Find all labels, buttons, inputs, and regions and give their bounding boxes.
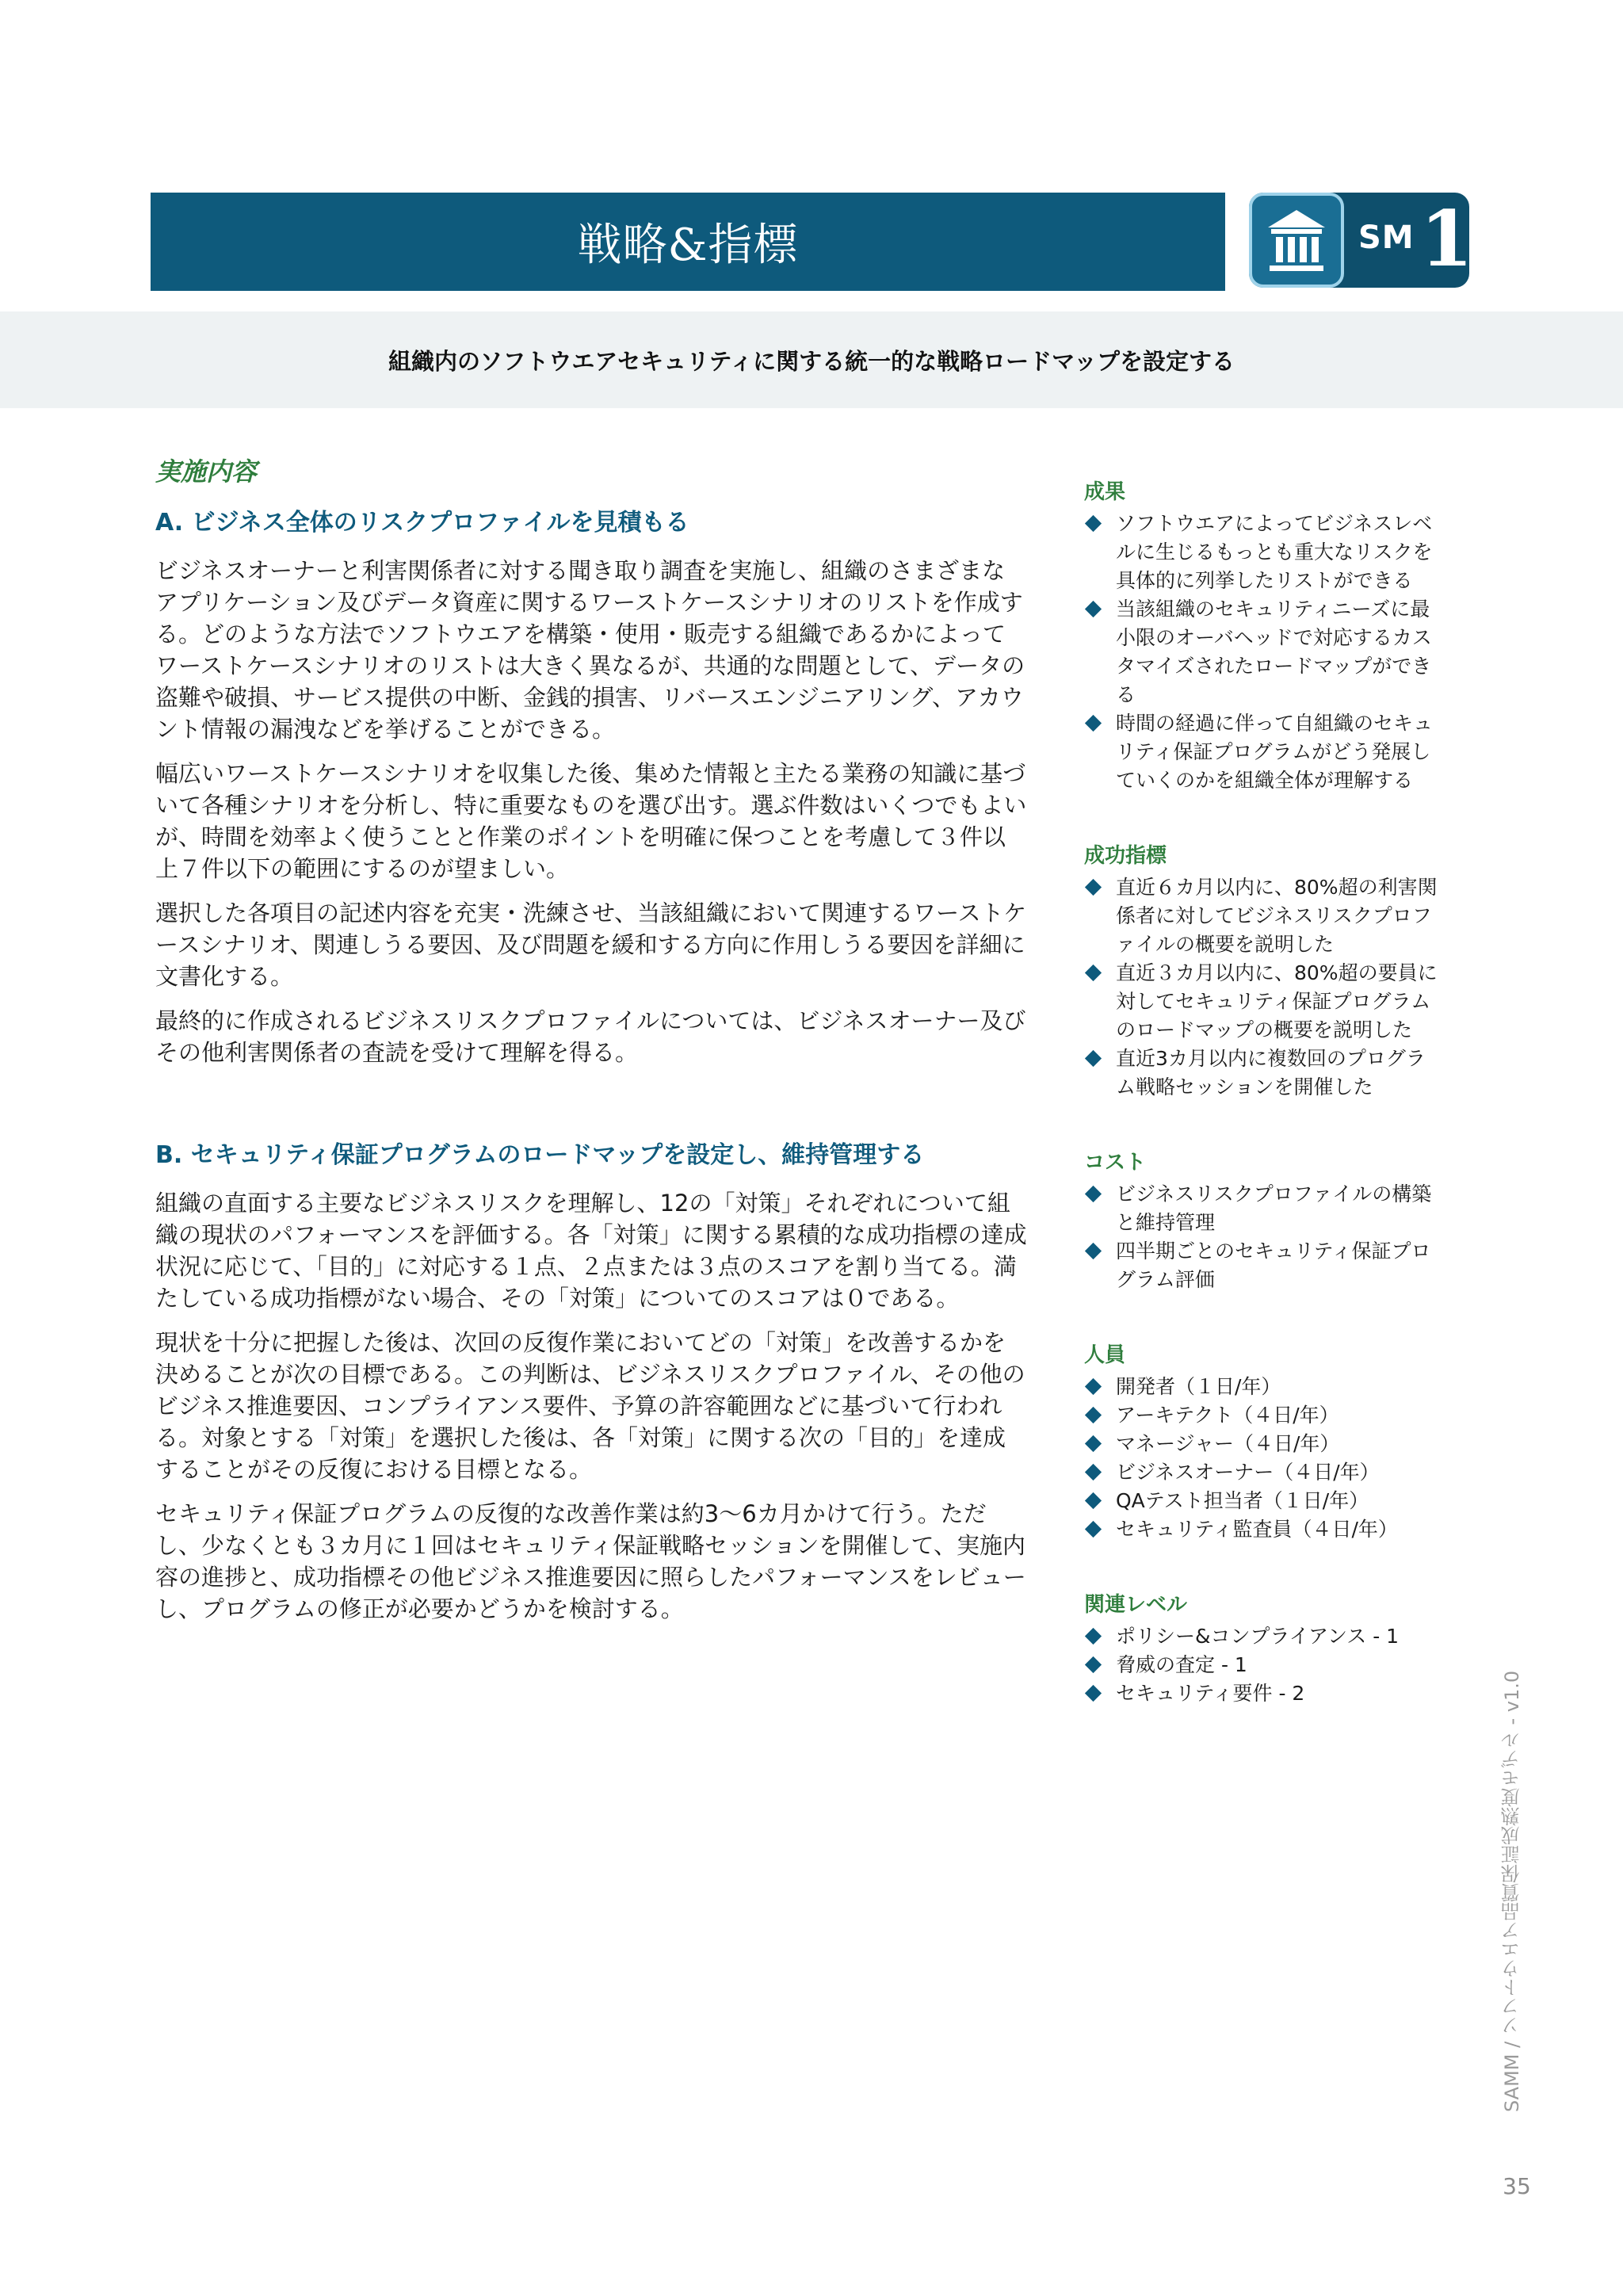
activity-a-paragraph: 最終的に作成されるビジネスリスクプロファイルについては、ビジネスオーナー及びその他利害関係者の査読を受けて理解を得る。 xyxy=(155,1007,1026,1066)
badge-code: SM xyxy=(1358,220,1415,256)
list-item: アーキテクト（４日/年） xyxy=(1084,1401,1441,1430)
diamond-bullet-icon xyxy=(1085,1050,1102,1067)
personnel-section xyxy=(1084,1339,1441,1544)
list-item: ソフトウエアによってビジネスレベルに生じるもっとも重大なリスクを具体的に列挙したリストができる xyxy=(1084,510,1441,595)
activity-b-paragraph: 現状を十分に把握した後は、次回の反復作業においてどの「対策」を改善するかを決めることが次の目標である。この判断は、ビジネスリスクプロファイル、その他のビジネス推進要因、コンプライアンス要件、予算の許容範囲などに基づいて行われる。対象とする「対策」を選択した後は、各「対策」に関する次の「目的」を達成することがその反復における目標となる。 xyxy=(155,1329,1025,1483)
activities-heading: 実施内容 xyxy=(155,457,258,487)
diamond-bullet-icon xyxy=(1085,1656,1102,1673)
list-item: 時間の経過に伴って自組織のセキュリティ保証プログラムがどう発展していくのかを組織全体が理解する xyxy=(1084,709,1441,795)
cost-heading: コスト xyxy=(1084,1151,1147,1175)
results-heading: 成果 xyxy=(1084,480,1126,504)
diamond-bullet-icon xyxy=(1085,1186,1102,1202)
list-item: QAテスト担当者（１日/年） xyxy=(1084,1487,1441,1515)
diamond-bullet-icon xyxy=(1085,1492,1102,1509)
activity-b-heading: B. セキュリティ保証プログラムのロードマップを設定し、維持管理する xyxy=(155,1141,925,1169)
institution-building-icon xyxy=(1249,193,1344,288)
list-item: 当該組織のセキュリティニーズに最小限のオーバヘッドで対応するカスタマイズされたロードマップができる xyxy=(1084,595,1441,709)
diamond-bullet-icon xyxy=(1085,1685,1102,1702)
activity-b-paragraph: 組織の直面する主要なビジネスリスクを理解し、12の「対策」それぞれについて組織の現状のパフォーマンスを評価する。各「対策」に関する累積的な成功指標の達成状況に応じて、「目的」に対応する１点、２点または３点のスコアを割り当てる。満たしている成功指標がない場合、その「対策」についてのスコアは０である。 xyxy=(155,1190,1027,1312)
related-section xyxy=(1084,1588,1441,1708)
list-item: セキュリティ監査員（４日/年） xyxy=(1084,1515,1441,1544)
results-section xyxy=(1084,476,1441,795)
diamond-bullet-icon xyxy=(1085,1243,1102,1259)
list-item: 開発者（１日/年） xyxy=(1084,1373,1441,1401)
page-title: 戦略&指標 xyxy=(577,220,799,271)
activity-a-heading: A. ビジネス全体のリスクプロファイルを見積もる xyxy=(155,509,689,537)
cost-section xyxy=(1084,1146,1441,1294)
activity-b-paragraph: セキュリティ保証プログラムの反復的な改善作業は約3〜6カ月かけて行う。ただし、少なくとも３カ月に１回はセキュリティ保証戦略セッションを開催して、実施内容の進捗と、成功指標その他ビジネス推進要因に照らしたパフォーマンスをレビューし、プログラムの修正が必要かどうかを検討する。 xyxy=(155,1500,1026,1622)
activities-column xyxy=(155,452,1027,1637)
diamond-bullet-icon xyxy=(1085,965,1102,981)
objective-text: 組織内のソフトウエアセキュリティに関する統一的な戦略ロードマップを設定する xyxy=(388,347,1235,375)
list-item: ビジネスリスクプロファイルの構築と維持管理 xyxy=(1084,1180,1441,1237)
diamond-bullet-icon xyxy=(1085,1378,1102,1395)
list-item: マネージャー（４日/年） xyxy=(1084,1430,1441,1458)
list-item: 四半期ごとのセキュリティ保証プログラム評価 xyxy=(1084,1237,1441,1294)
diamond-bullet-icon xyxy=(1085,1407,1102,1423)
activity-a-paragraph: ビジネスオーナーと利害関係者に対する聞き取り調査を実施し、組織のさまざまなアプリケーション及びデータ資産に関するワーストケースシナリオのリストを作成する。どのような方法でソフトウエアを構築・使用・販売する組織であるかによってワーストケースシナリオのリストは大きく異なるが、共通的な問題として、データの盗難や破損、サービス提供の中断、金銭的損害、リバースエンジニアリング、アカウント情報の漏洩などを挙げることができる。 xyxy=(155,557,1025,743)
practice-badge xyxy=(1249,193,1473,288)
diamond-bullet-icon xyxy=(1085,715,1102,732)
diamond-bullet-icon xyxy=(1085,879,1102,896)
list-item: 脅威の査定 - 1 xyxy=(1084,1651,1441,1679)
diamond-bullet-icon xyxy=(1085,515,1102,532)
personnel-heading: 人員 xyxy=(1084,1343,1126,1367)
objective-band xyxy=(0,311,1623,408)
diamond-bullet-icon xyxy=(1085,1628,1102,1645)
diamond-bullet-icon xyxy=(1085,1464,1102,1480)
list-item: 直近3カ月以内に複数回のプログラム戦略セッションを開催した xyxy=(1084,1045,1441,1102)
related-heading: 関連レベル xyxy=(1084,1593,1188,1617)
metrics-heading: 成功指標 xyxy=(1084,844,1167,868)
badge-level: 1 xyxy=(1420,194,1473,284)
diamond-bullet-icon xyxy=(1085,1521,1102,1538)
list-item: ビジネスオーナー（４日/年） xyxy=(1084,1458,1441,1487)
page-number: 35 xyxy=(1503,2173,1531,2199)
document-title-vertical: SAMM / ソフトウエア品質保証成熟度モデル - v1.0 xyxy=(1501,1670,1523,2112)
list-item: セキュリティ要件 - 2 xyxy=(1084,1679,1441,1708)
metrics-section xyxy=(1084,839,1441,1102)
activity-a-paragraph: 幅広いワーストケースシナリオを収集した後、集めた情報と主たる業務の知識に基づいて各種シナリオを分析し、特に重要なものを選び出す。選ぶ件数はいくつでもよいが、時間を効率よく使うことと作業のポイントを明確に保つことを考慮して３件以上７件以下の範囲にするのが望ましい。 xyxy=(155,760,1027,882)
list-item: 直近３カ月以内に、80%超の要員に対してセキュリティ保証プログラムのロードマップの概要を説明した xyxy=(1084,959,1441,1045)
sidebar xyxy=(1084,476,1441,1752)
diamond-bullet-icon xyxy=(1085,1435,1102,1452)
list-item: 直近６カ月以内に、80%超の利害関係者に対してビジネスリスクプロファイルの概要を説明した xyxy=(1084,873,1441,959)
activity-a-paragraph: 選択した各項目の記述内容を充実・洗練させ、当該組織において関連するワーストケースシナリオ、関連しうる要因、及び問題を緩和する方向に作用しうる要因を詳細に文書化する。 xyxy=(155,900,1027,990)
diamond-bullet-icon xyxy=(1085,601,1102,617)
title-bar xyxy=(151,193,1225,291)
list-item: ポリシー&コンプライアンス - 1 xyxy=(1084,1622,1441,1651)
